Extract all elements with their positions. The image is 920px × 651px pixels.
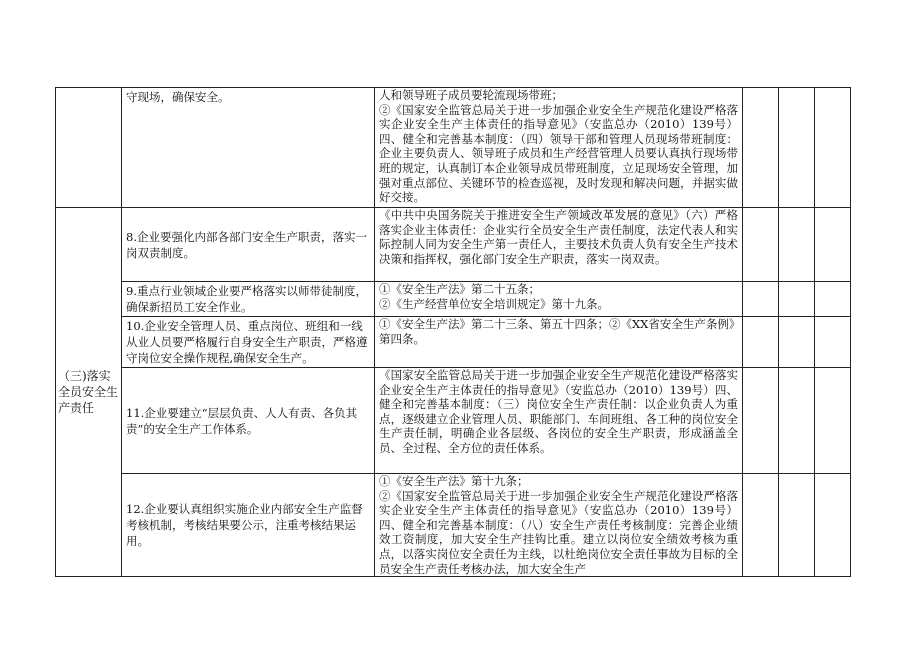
requirement-cell: 11.企业要建立“层层负责、人人有责、各负其责”的安全生产工作体系。	[122, 368, 375, 474]
check-cell	[743, 208, 779, 282]
table-row	[56, 208, 851, 282]
basis-line: 人和领导班子成员要轮流现场带班；	[379, 88, 563, 102]
requirement-cell: 守现场，确保安全。	[122, 88, 375, 208]
category-cell-empty	[56, 88, 122, 208]
requirement-cell: 9.重点行业领域企业要严格落实以师带徒制度，确保新招员工安全作业。	[122, 282, 375, 317]
check-cell	[743, 88, 779, 208]
check-cell	[815, 317, 851, 368]
basis-cell	[375, 282, 743, 317]
table-row	[56, 317, 851, 368]
basis-line: 《国家安全监管总局关于进一步加强企业安全生产规范化建设严格落实企业安全生产主体责任的指导意见》（安监总办（2010）139号）四、健全和完善基本制度：（三）岗位安全生产责任制：以企业负责人为重点，逐级建立企业管理人员、职能部门、车间班组、各工种的岗位安全生产责任制，明确企业各层级、各岗位的安全生产职责，形成涵盖全员、全过程、全方位的责任体系。	[379, 368, 738, 455]
check-cell	[743, 474, 779, 577]
basis-line: ①《安全生产法》第二十三条、第五十四条；②《XX省安全生产条例》第四条。	[379, 317, 735, 346]
basis-line: 《中共中央国务院关于推进安全生产领域改革发展的意见》（六）严格落实企业主体责任：企业实行全员安全生产责任制度，法定代表人和实际控制人同为安全生产第一责任人，主要技术负责人负有安全生产技术决策和指挥权，强化部门安全生产职责，落实一岗双责。	[379, 208, 738, 266]
check-cell	[815, 88, 851, 208]
basis-cell	[375, 88, 743, 208]
basis-line: ②《国家安全监管总局关于进一步加强企业安全生产规范化建设严格落实企业安全生产主体责任的指导意见》（安监总办（2010）139号）四、健全和完善基本制度：（八）安全生产责任考核制度：完善企业绩效工资制度，加大安全生产挂钩比重。建立以岗位安全绩效考核为重点，以落实岗位安全责任为主线，以杜绝岗位安全责任事故为目标的全员安全生产责任考核办法，加大安全生产	[379, 488, 738, 576]
requirement-cell: 8.企业要强化内部各部门安全生产职责，落实一岗双责制度。	[122, 208, 375, 282]
requirement-cell: 12.企业要认真组织实施企业内部安全生产监督考核机制，考核结果要公示，注重考核结果运用。	[122, 474, 375, 577]
table-row	[56, 474, 851, 577]
basis-line: ②《国家安全监管总局关于进一步加强企业安全生产规范化建设严格落实企业安全生产主体责任的指导意见》（安监总办（2010）139号）四、健全和完善基本制度：（四）领导干部和管理人员现场带班制度：企业主要负责人、领导班子成员和生产经营管理人员要认真执行现场带班的规定，认真制订本企业领导成员带班制度，立足现场安全管理，加强对重点部位、关键环节的检查巡视，及时发现和解决问题，并据实做好交接。	[379, 102, 738, 205]
category-cell: （三)落实全员安全生产责任	[56, 208, 122, 577]
check-cell	[815, 368, 851, 474]
check-cell	[815, 474, 851, 577]
basis-line: ②《生产经营单位安全培训规定》第十九条。	[379, 296, 609, 311]
check-cell	[779, 474, 815, 577]
table-row	[56, 368, 851, 474]
check-cell	[779, 282, 815, 317]
check-cell	[815, 282, 851, 317]
basis-cell	[375, 208, 743, 282]
basis-cell	[375, 317, 743, 368]
check-cell	[815, 208, 851, 282]
check-cell	[779, 88, 815, 208]
basis-line: ①《安全生产法》第十九条；	[379, 474, 529, 488]
basis-cell	[375, 368, 743, 474]
requirement-cell: 10.企业安全管理人员、重点岗位、班组和一线从业人员要严格履行自身安全生产职责，严格遵守岗位安全操作规程,确保安全生产。	[122, 317, 375, 368]
check-cell	[743, 282, 779, 317]
document-page	[55, 87, 850, 576]
check-cell	[743, 317, 779, 368]
check-cell	[779, 317, 815, 368]
check-cell	[779, 208, 815, 282]
table-row	[56, 282, 851, 317]
basis-cell	[375, 474, 743, 577]
check-cell	[779, 368, 815, 474]
safety-responsibility-table	[55, 87, 851, 577]
check-cell	[743, 368, 779, 474]
basis-line: ①《安全生产法》第二十五条；	[379, 282, 540, 296]
table-row	[56, 88, 851, 208]
